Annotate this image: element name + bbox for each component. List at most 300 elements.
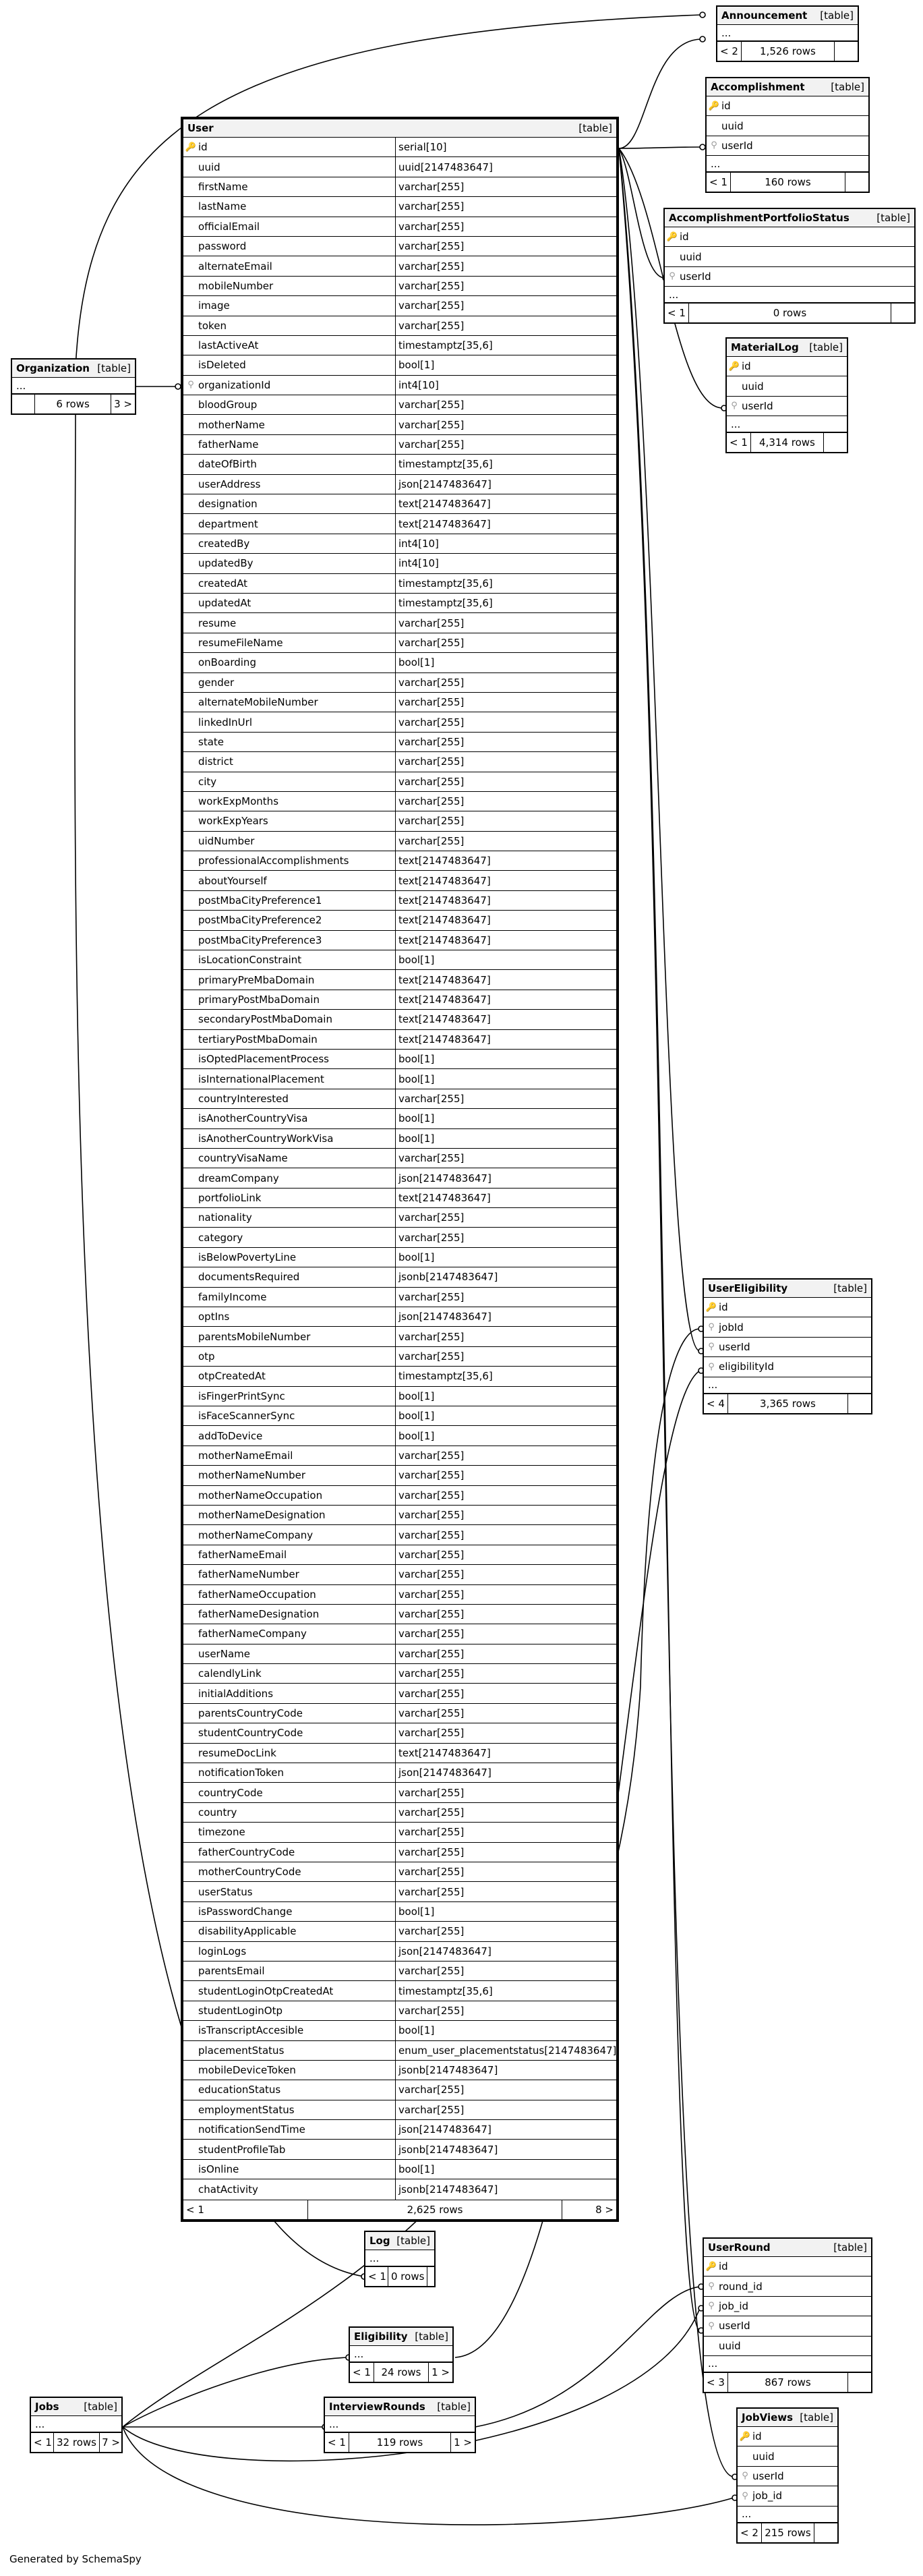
column-row[interactable] bbox=[738, 2427, 837, 2446]
column-name: studentLoginOtpCreatedAt bbox=[198, 1984, 334, 1997]
column-row[interactable] bbox=[707, 96, 868, 116]
column-row[interactable] bbox=[704, 1317, 871, 1337]
more-columns[interactable] bbox=[365, 2250, 434, 2266]
column-row[interactable] bbox=[183, 1089, 616, 1109]
column-type: varchar[255] bbox=[395, 1545, 616, 1564]
column-row[interactable] bbox=[704, 2316, 871, 2336]
column-row[interactable] bbox=[183, 1288, 616, 1307]
table-accomplishment[interactable] bbox=[705, 77, 870, 193]
column-name: isOptedPlacementProcess bbox=[198, 1053, 329, 1066]
column-row[interactable] bbox=[183, 851, 616, 871]
footer-rowcount: 4,314 rows bbox=[751, 433, 824, 452]
column-type: varchar[255] bbox=[395, 633, 616, 652]
column-row[interactable] bbox=[183, 1942, 616, 1962]
foreign-key-icon: ⚲ bbox=[742, 2490, 748, 2501]
column-name: motherNameCompany bbox=[198, 1528, 314, 1541]
column-row[interactable] bbox=[704, 2297, 871, 2316]
more-columns[interactable] bbox=[704, 1377, 871, 1394]
column-row[interactable] bbox=[183, 554, 616, 573]
column-row[interactable] bbox=[183, 613, 616, 633]
column-type: varchar[255] bbox=[395, 712, 616, 731]
column-type: varchar[255] bbox=[395, 2001, 616, 2020]
column-row[interactable] bbox=[183, 2061, 616, 2080]
column-name: ... bbox=[711, 157, 721, 170]
column-name: ... bbox=[354, 2347, 364, 2360]
footer-rowcount: 119 rows bbox=[349, 2433, 451, 2452]
column-name: studentProfileTab bbox=[198, 2143, 286, 2156]
column-name: uuid bbox=[721, 119, 744, 132]
column-row[interactable] bbox=[183, 316, 616, 336]
column-type: varchar[255] bbox=[395, 1783, 616, 1802]
column-row[interactable] bbox=[183, 296, 616, 316]
footer-parents: < 1 bbox=[325, 2433, 349, 2452]
column-row[interactable] bbox=[183, 1327, 616, 1346]
column-name: jobId bbox=[719, 1321, 744, 1334]
column-name: uidNumber bbox=[198, 834, 255, 847]
edge-usereligibility-user bbox=[619, 148, 700, 1351]
column-name: motherName bbox=[198, 418, 265, 431]
column-type: json[2147483647] bbox=[395, 1307, 616, 1326]
column-row[interactable] bbox=[183, 475, 616, 494]
more-columns[interactable] bbox=[665, 287, 914, 303]
column-row[interactable] bbox=[183, 2160, 616, 2179]
column-type: timestamptz[35,6] bbox=[395, 574, 616, 593]
column-row[interactable] bbox=[738, 2467, 837, 2486]
column-row[interactable] bbox=[183, 1010, 616, 1029]
column-name: isLocationConstraint bbox=[198, 954, 302, 967]
footer-children bbox=[814, 2523, 837, 2542]
column-row[interactable] bbox=[183, 1069, 616, 1089]
table-jobs[interactable] bbox=[30, 2397, 123, 2453]
footer-children: 1 > bbox=[431, 2366, 450, 2378]
footer-rowcount: 24 rows bbox=[374, 2363, 429, 2382]
column-type: varchar[255] bbox=[395, 772, 616, 791]
column-row[interactable] bbox=[183, 1525, 616, 1545]
column-row[interactable] bbox=[183, 1624, 616, 1644]
column-type: varchar[255] bbox=[395, 2080, 616, 2099]
column-row[interactable] bbox=[183, 395, 616, 415]
column-row[interactable] bbox=[183, 891, 616, 911]
column-row[interactable] bbox=[183, 237, 616, 256]
column-row[interactable] bbox=[183, 1585, 616, 1605]
column-row[interactable] bbox=[183, 733, 616, 752]
column-row[interactable] bbox=[183, 2120, 616, 2140]
column-row[interactable] bbox=[183, 1843, 616, 1862]
column-name: token bbox=[198, 319, 227, 332]
column-row[interactable] bbox=[665, 267, 914, 287]
column-type: varchar[255] bbox=[395, 296, 616, 315]
footer-parents: < 2 bbox=[717, 42, 742, 61]
column-name: image bbox=[198, 299, 230, 312]
column-row[interactable] bbox=[183, 2021, 616, 2040]
column-name: fatherNameOccupation bbox=[198, 1588, 316, 1601]
column-row[interactable] bbox=[183, 1267, 616, 1287]
column-row[interactable] bbox=[183, 1367, 616, 1386]
column-type: varchar[255] bbox=[395, 1803, 616, 1822]
column-row[interactable] bbox=[183, 653, 616, 672]
column-row[interactable] bbox=[183, 1030, 616, 1050]
column-row[interactable] bbox=[738, 2486, 837, 2506]
column-row[interactable] bbox=[183, 1862, 616, 1882]
column-row[interactable] bbox=[183, 1426, 616, 1446]
table-tag: [table] bbox=[437, 2401, 471, 2413]
table-accomplishmentportfoliostatus[interactable] bbox=[663, 208, 916, 324]
column-row[interactable] bbox=[183, 157, 616, 177]
column-row[interactable] bbox=[183, 712, 616, 732]
column-row[interactable] bbox=[183, 1684, 616, 1703]
column-row[interactable] bbox=[183, 1109, 616, 1128]
column-type: bool[1] bbox=[395, 950, 616, 969]
table-tag: [table] bbox=[833, 1282, 867, 1294]
column-name: uuid bbox=[719, 2339, 741, 2352]
column-type: varchar[255] bbox=[395, 1506, 616, 1524]
column-name: ... bbox=[731, 418, 741, 430]
column-row[interactable] bbox=[183, 792, 616, 811]
column-row[interactable] bbox=[183, 1605, 616, 1624]
column-row[interactable] bbox=[183, 1387, 616, 1406]
column-type: int4[10] bbox=[395, 376, 616, 395]
column-name: addToDevice bbox=[198, 1429, 263, 1442]
column-row[interactable] bbox=[183, 2041, 616, 2061]
more-columns[interactable] bbox=[738, 2507, 837, 2523]
table-user[interactable] bbox=[181, 117, 619, 2222]
column-name: organizationId bbox=[198, 378, 271, 391]
column-row[interactable] bbox=[183, 376, 616, 395]
more-columns[interactable] bbox=[727, 416, 847, 432]
column-row[interactable] bbox=[183, 1565, 616, 1584]
column-row[interactable] bbox=[183, 1744, 616, 1763]
column-type: int4[10] bbox=[395, 554, 616, 573]
column-row[interactable] bbox=[183, 1704, 616, 1723]
footer-parents: < 2 bbox=[738, 2523, 762, 2542]
column-row[interactable] bbox=[183, 514, 616, 534]
column-row[interactable] bbox=[183, 277, 616, 296]
column-name: uuid bbox=[752, 2450, 775, 2463]
column-row[interactable] bbox=[183, 1050, 616, 1069]
table-header bbox=[325, 2398, 475, 2416]
column-type: varchar[255] bbox=[395, 1446, 616, 1465]
column-type: varchar[255] bbox=[395, 316, 616, 335]
column-row[interactable] bbox=[183, 435, 616, 455]
table-tag: [table] bbox=[820, 9, 854, 22]
table-materiallog[interactable] bbox=[725, 337, 848, 453]
table-footer bbox=[365, 2266, 434, 2286]
more-columns[interactable] bbox=[707, 156, 868, 172]
column-row[interactable] bbox=[183, 931, 616, 950]
column-row[interactable] bbox=[183, 1882, 616, 1901]
column-type: json[2147483647] bbox=[395, 475, 616, 494]
column-name: ... bbox=[708, 2357, 718, 2370]
more-columns[interactable] bbox=[325, 2416, 475, 2432]
table-usereligibility[interactable] bbox=[703, 1278, 872, 1414]
column-row[interactable] bbox=[183, 574, 616, 594]
column-row[interactable] bbox=[183, 494, 616, 514]
column-row[interactable] bbox=[707, 136, 868, 156]
column-name: fatherNameDesignation bbox=[198, 1608, 320, 1621]
column-row[interactable] bbox=[665, 227, 914, 247]
column-row[interactable] bbox=[183, 1189, 616, 1208]
column-type: text[2147483647] bbox=[395, 1030, 616, 1049]
column-row[interactable] bbox=[183, 1506, 616, 1525]
column-row[interactable] bbox=[183, 1446, 616, 1466]
column-row[interactable] bbox=[727, 397, 847, 416]
column-name: city bbox=[198, 775, 217, 788]
column-type: varchar[255] bbox=[395, 197, 616, 216]
column-row[interactable] bbox=[183, 1228, 616, 1247]
column-name: notificationSendTime bbox=[198, 2123, 305, 2136]
column-row[interactable] bbox=[183, 1208, 616, 1228]
column-row[interactable] bbox=[665, 247, 914, 266]
column-row[interactable] bbox=[183, 2001, 616, 2021]
column-row[interactable] bbox=[183, 1962, 616, 1981]
column-type: varchar[255] bbox=[395, 1922, 616, 1941]
table-name: UserEligibility bbox=[708, 1282, 788, 1294]
column-name: isOnline bbox=[198, 2163, 239, 2176]
column-row[interactable] bbox=[183, 1763, 616, 1783]
column-type: varchar[255] bbox=[395, 1664, 616, 1683]
column-row[interactable] bbox=[183, 1981, 616, 2001]
column-row[interactable] bbox=[183, 1902, 616, 1922]
more-columns[interactable] bbox=[717, 25, 858, 41]
column-type: bool[1] bbox=[395, 2160, 616, 2179]
column-row[interactable] bbox=[183, 1823, 616, 1842]
generated-by-label: Generated by SchemaSpy bbox=[9, 2553, 142, 2565]
column-row[interactable] bbox=[704, 1338, 871, 1357]
column-name: gender bbox=[198, 676, 235, 689]
column-name: nationality bbox=[198, 1211, 252, 1224]
column-name: isBelowPovertyLine bbox=[198, 1251, 297, 1264]
footer-children bbox=[845, 173, 868, 192]
foreign-key-icon: ⚲ bbox=[708, 1342, 715, 1352]
column-row[interactable] bbox=[183, 2080, 616, 2100]
footer-rowcount: 0 rows bbox=[388, 2267, 427, 2286]
column-row[interactable] bbox=[183, 2100, 616, 2120]
column-row[interactable] bbox=[183, 911, 616, 930]
column-row[interactable] bbox=[704, 2337, 871, 2356]
table-footer bbox=[727, 432, 847, 452]
column-name: chatActivity bbox=[198, 2183, 258, 2196]
column-row[interactable] bbox=[183, 1149, 616, 1168]
column-row[interactable] bbox=[183, 1466, 616, 1485]
column-name: placementStatus bbox=[198, 2044, 285, 2057]
column-row[interactable] bbox=[183, 1545, 616, 1565]
column-row[interactable] bbox=[183, 970, 616, 990]
column-type: varchar[255] bbox=[395, 217, 616, 236]
column-type: text[2147483647] bbox=[395, 514, 616, 533]
column-row[interactable] bbox=[704, 1357, 871, 1377]
table-name: UserRound bbox=[708, 2241, 771, 2254]
more-columns[interactable] bbox=[350, 2346, 452, 2362]
table-header bbox=[704, 2239, 871, 2257]
column-type: varchar[255] bbox=[395, 1882, 616, 1901]
table-header bbox=[704, 1280, 871, 1298]
column-name: ... bbox=[369, 2252, 380, 2264]
more-columns[interactable] bbox=[31, 2416, 121, 2432]
column-name: loginLogs bbox=[198, 1945, 247, 1957]
column-type: varchar[255] bbox=[395, 792, 616, 811]
column-name: category bbox=[198, 1231, 243, 1244]
column-row[interactable] bbox=[183, 1644, 616, 1664]
column-row[interactable] bbox=[183, 1803, 616, 1823]
column-name: createdAt bbox=[198, 577, 248, 590]
column-name: mobileDeviceToken bbox=[198, 2064, 296, 2077]
table-jobviews[interactable] bbox=[736, 2407, 839, 2544]
column-type: bool[1] bbox=[395, 355, 616, 374]
column-name: department bbox=[198, 517, 258, 530]
table-interviewrounds[interactable] bbox=[324, 2397, 476, 2453]
table-tag: [table] bbox=[876, 212, 910, 224]
column-row[interactable] bbox=[183, 455, 616, 474]
column-row[interactable] bbox=[183, 1723, 616, 1743]
footer-rowcount: 6 rows bbox=[35, 395, 111, 413]
column-row[interactable] bbox=[183, 871, 616, 890]
column-row[interactable] bbox=[183, 693, 616, 712]
column-row[interactable] bbox=[183, 177, 616, 197]
column-row[interactable] bbox=[183, 336, 616, 355]
column-row[interactable] bbox=[183, 2140, 616, 2159]
table-footer bbox=[704, 2372, 871, 2392]
table-header bbox=[727, 339, 847, 357]
footer-children: 3 > bbox=[114, 398, 132, 410]
column-type: varchar[255] bbox=[395, 1149, 616, 1168]
column-name: portfolioLink bbox=[198, 1191, 262, 1204]
column-name: district bbox=[198, 755, 233, 768]
column-name: calendlyLink bbox=[198, 1667, 262, 1680]
column-name: lastActiveAt bbox=[198, 339, 259, 352]
column-row[interactable] bbox=[183, 197, 616, 217]
column-row[interactable] bbox=[183, 2179, 616, 2199]
column-row[interactable] bbox=[727, 376, 847, 396]
column-type: text[2147483647] bbox=[395, 990, 616, 1009]
column-row[interactable] bbox=[183, 1129, 616, 1149]
column-row[interactable] bbox=[704, 1298, 871, 1317]
column-type: varchar[255] bbox=[395, 1723, 616, 1742]
edge-userround-user bbox=[619, 148, 700, 2330]
column-type: varchar[255] bbox=[395, 1823, 616, 1841]
column-row[interactable] bbox=[183, 1307, 616, 1327]
column-row[interactable] bbox=[183, 633, 616, 653]
table-announcement[interactable] bbox=[716, 5, 859, 62]
table-footer bbox=[31, 2432, 121, 2452]
column-row[interactable] bbox=[183, 1347, 616, 1367]
column-name: firstName bbox=[198, 180, 248, 193]
edge-aps-user bbox=[619, 148, 664, 278]
column-row[interactable] bbox=[727, 357, 847, 376]
foreign-key-icon: ⚲ bbox=[731, 401, 738, 411]
column-type: varchar[255] bbox=[395, 1486, 616, 1505]
column-row[interactable] bbox=[183, 256, 616, 276]
column-row[interactable] bbox=[738, 2446, 837, 2466]
column-row[interactable] bbox=[183, 752, 616, 772]
column-row[interactable] bbox=[704, 2277, 871, 2296]
foreign-key-icon: ⚲ bbox=[708, 2301, 715, 2312]
footer-parents: < 3 bbox=[704, 2373, 728, 2392]
column-name: secondaryPostMbaDomain bbox=[198, 1013, 332, 1026]
column-row[interactable] bbox=[183, 832, 616, 851]
column-name: password bbox=[198, 240, 247, 253]
column-name: lastName bbox=[198, 200, 247, 213]
footer-children bbox=[824, 433, 847, 452]
table-userround[interactable] bbox=[703, 2237, 872, 2393]
column-name: motherCountryCode bbox=[198, 1866, 301, 1879]
column-row[interactable] bbox=[183, 990, 616, 1010]
column-name: id bbox=[721, 100, 731, 113]
column-row[interactable] bbox=[183, 1664, 616, 1684]
more-columns[interactable] bbox=[12, 378, 135, 394]
column-name: resume bbox=[198, 617, 237, 629]
column-name: motherNameOccupation bbox=[198, 1489, 323, 1501]
table-header bbox=[12, 360, 135, 378]
column-type: timestamptz[35,6] bbox=[395, 336, 616, 355]
column-row[interactable] bbox=[183, 415, 616, 434]
column-row[interactable] bbox=[183, 138, 616, 157]
table-tag: [table] bbox=[809, 341, 843, 353]
column-name: userName bbox=[198, 1647, 250, 1660]
column-type: varchar[255] bbox=[395, 2100, 616, 2119]
column-row[interactable] bbox=[707, 116, 868, 136]
column-type: json[2147483647] bbox=[395, 2120, 616, 2139]
column-row[interactable] bbox=[183, 1783, 616, 1802]
primary-key-icon: 🔑 bbox=[705, 1302, 717, 1313]
column-row[interactable] bbox=[183, 217, 616, 237]
table-log[interactable] bbox=[364, 2231, 436, 2287]
column-row[interactable] bbox=[183, 772, 616, 792]
footer-children bbox=[891, 304, 914, 322]
column-row[interactable] bbox=[183, 1486, 616, 1506]
column-type: varchar[255] bbox=[395, 1624, 616, 1643]
table-tag: [table] bbox=[97, 362, 131, 374]
column-name: officialEmail bbox=[198, 220, 260, 233]
column-row[interactable] bbox=[183, 950, 616, 970]
column-row[interactable] bbox=[183, 811, 616, 831]
column-row[interactable] bbox=[183, 1168, 616, 1188]
column-name: job_id bbox=[719, 2299, 749, 2312]
more-columns[interactable] bbox=[704, 2356, 871, 2372]
column-row[interactable] bbox=[183, 1922, 616, 1941]
table-name: AccomplishmentPortfolioStatus bbox=[669, 212, 850, 224]
column-row[interactable] bbox=[183, 594, 616, 613]
column-row[interactable] bbox=[704, 2257, 871, 2277]
column-type: json[2147483647] bbox=[395, 1168, 616, 1187]
table-footer bbox=[12, 394, 135, 413]
footer-parents: < 1 bbox=[31, 2433, 54, 2452]
column-name: isFingerPrintSync bbox=[198, 1390, 285, 1402]
column-row[interactable] bbox=[183, 534, 616, 554]
table-header bbox=[365, 2232, 434, 2250]
column-type: varchar[255] bbox=[395, 1862, 616, 1881]
table-header bbox=[31, 2398, 121, 2416]
column-row[interactable] bbox=[183, 673, 616, 693]
column-name: isAnotherCountryVisa bbox=[198, 1112, 308, 1125]
column-row[interactable] bbox=[183, 1248, 616, 1267]
table-header bbox=[183, 119, 616, 138]
column-row[interactable] bbox=[183, 1406, 616, 1426]
footer-children: 8 > bbox=[595, 2203, 614, 2216]
column-name: userId bbox=[719, 2320, 750, 2332]
footer-rowcount: 2,625 rows bbox=[308, 2200, 562, 2219]
table-organization[interactable] bbox=[11, 358, 136, 415]
column-name: updatedBy bbox=[198, 557, 254, 570]
column-name: uuid bbox=[680, 250, 702, 263]
column-name: notificationToken bbox=[198, 1767, 285, 1779]
column-row[interactable] bbox=[183, 355, 616, 375]
foreign-key-icon: ⚲ bbox=[708, 2281, 715, 2292]
column-name: initialAdditions bbox=[198, 1687, 274, 1700]
column-name: id bbox=[680, 231, 689, 244]
column-type: timestamptz[35,6] bbox=[395, 1981, 616, 2000]
table-eligibility[interactable] bbox=[349, 2326, 454, 2383]
table-name: Jobs bbox=[35, 2401, 59, 2413]
